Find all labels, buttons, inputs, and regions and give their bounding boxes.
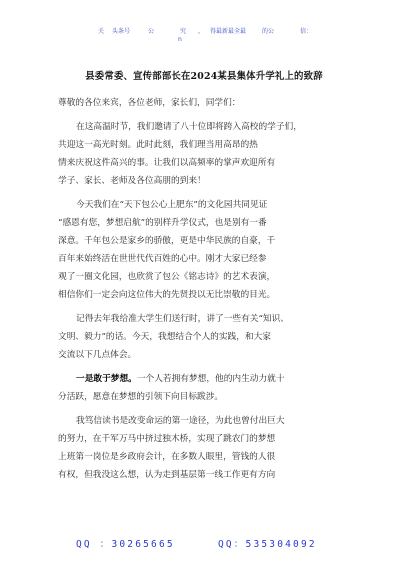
- document-title: 县委常委、宣传部部长在2024某县集体升学礼上的致辞: [85, 71, 323, 82]
- header-fragment: 关: [98, 28, 105, 35]
- paragraph-line: 分活跃，愿意在梦想的引领下向目标跋涉。: [58, 392, 224, 402]
- paragraph-line: 情来庆祝这件高兴的事。让我们以高频率的掌声欢迎所有: [58, 158, 276, 168]
- paragraph-line: 交流以下几点体会。: [58, 350, 137, 360]
- paragraph-line: 观了一圈文化园，也欣赏了包公《铭志诗》的艺术表演，: [58, 272, 276, 282]
- paragraph-line: [58, 370, 358, 388]
- header-fragment: 信：: [300, 28, 313, 35]
- header-fragment: 得最新最全最: [210, 28, 247, 35]
- header-fragment: 的公: [262, 28, 275, 35]
- paragraph-line: 记得去年我给准大学生们送行时，讲了一些有关“知识、: [76, 314, 289, 324]
- header-fragment: n: [178, 36, 182, 43]
- paragraph-text: 一个人若拥有梦想，他的内生动力就十: [136, 374, 285, 384]
- footer-qq-1: QQ ：30265665: [76, 539, 175, 550]
- paragraph-line: 的努力，在千军万马中挤过独木桥，实现了跳农门的梦想: [58, 434, 276, 444]
- paragraph-line: 有权，但我没这么想，认为走到基层第一线工作更有方向: [58, 470, 276, 480]
- header-fragment: 头条号: [112, 28, 131, 35]
- paragraph-line: 百年来始终活在世世代代百姓的心中。刚才大家已经参: [58, 254, 267, 264]
- footer-qq-2: QQ：535304092: [218, 539, 317, 550]
- paragraph-line: 上班第一岗位是乡政府会计，在多数人眼里，管钱的人很: [58, 452, 276, 462]
- paragraph-line: 相信你们一定会向这位伟大的先贤投以无比崇敬的目光。: [58, 290, 276, 300]
- paragraph-line: 学子、家长、老师及各位高朋的到来！: [58, 176, 206, 186]
- paragraph-line: 我笃信读书是改变命运的第一途径，为此也曾付出巨大: [76, 416, 285, 426]
- header-fragment: ，: [198, 28, 205, 35]
- greeting: 尊敬的各位来宾，各位老师，家长们，同学们：: [58, 98, 241, 108]
- paragraph-line: 今天我们在“天下包公心上肥东”的文化园共同见证: [76, 200, 268, 210]
- header-fragment: 公: [148, 28, 155, 35]
- header-fragment: 究: [180, 28, 187, 35]
- page-footer: [0, 536, 408, 550]
- paragraph-line: 文明、毅力”的话。今天，我想结合个人的实践，和大家: [58, 332, 271, 342]
- paragraph-line: 在这高温时节，我们邀请了八十位即将跨入高校的学子们，: [76, 122, 302, 132]
- section-lead: 一是敢于梦想。: [76, 374, 137, 384]
- paragraph-line: 共迎这一高光时刻。此时此刻，我们理当用高昂的热: [58, 140, 258, 150]
- paragraph-line: 深意。千年包公是家乡的骄傲，更是中华民族的自豪，千: [58, 236, 276, 246]
- document-body: [58, 94, 358, 484]
- page-header: [0, 26, 408, 56]
- paragraph-line: “感恩有您，梦想启航”的别样升学仪式，也是别有一番: [58, 218, 267, 228]
